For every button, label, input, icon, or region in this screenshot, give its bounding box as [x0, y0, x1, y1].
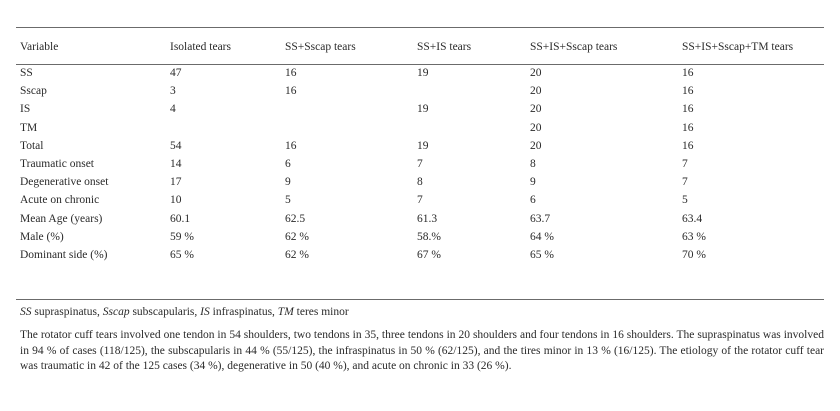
table-cell: 7 [417, 194, 423, 207]
table-cell: 20 [530, 85, 542, 98]
table-cell: 62 % [285, 248, 309, 261]
table-cell: 20 [530, 103, 542, 116]
table-cell: 58.% [417, 230, 441, 243]
table-cell: 62.5 [285, 212, 306, 225]
table-row [20, 210, 822, 228]
abbr-tm-definition: teres minor [293, 306, 349, 318]
table-cell: IS [20, 103, 31, 116]
column-header: SS+IS+Sscap+TM tears [682, 41, 794, 53]
table-row [20, 191, 822, 209]
table-cell: 16 [682, 139, 694, 152]
table-cell: Degenerative onset [20, 176, 109, 189]
table-cell: 20 [530, 139, 542, 152]
table-cell: 63.4 [682, 212, 703, 225]
abbr-tm: TM [277, 306, 294, 318]
table-cell: 17 [170, 176, 182, 189]
table-cell: 62 % [285, 230, 309, 243]
table-row [20, 155, 822, 173]
abbr-sscap-definition: subscapularis, [129, 306, 201, 318]
table-cell: 9 [285, 176, 291, 189]
table-cell: 4 [170, 103, 176, 116]
column-header: SS+Sscap tears [285, 41, 356, 53]
table-cell: 20 [530, 121, 542, 134]
column-header: Isolated tears [170, 41, 231, 53]
column-header: SS+IS tears [417, 41, 472, 53]
table-cell: 16 [285, 139, 297, 152]
table-cell: 19 [417, 67, 429, 80]
table-cell: TM [20, 121, 38, 134]
table-cell: 19 [417, 139, 429, 152]
table-cell: 65 % [170, 248, 194, 261]
table-header-row [20, 37, 822, 57]
table-row [20, 173, 822, 191]
table-cell: 7 [417, 158, 423, 171]
table-cell: 7 [682, 158, 688, 171]
column-header: SS+IS+Sscap tears [530, 41, 618, 53]
table-cell: 64 % [530, 230, 554, 243]
table-row [20, 82, 822, 100]
table-cell: Total [20, 139, 44, 152]
table-cell: 63.7 [530, 212, 551, 225]
table-cell: 6 [530, 194, 536, 207]
table-cell: 16 [285, 67, 297, 80]
table-footnote: The rotator cuff tears involved one tendon in 54 shoulders, two tendons in 35, three tendons in 20 shoulders and four tendons in 16 shoulders. The supraspinatus was involved in 94 % of cases (118/125), the subscapularis in 44 % (55/125), the infraspinatus in 50 % (62/125), and the tires minor in 13 % (16/125). The etiology of the rotator cuff tear was traumatic in 42 of the 125 cases (34 %), degenerative in 50 (40 %), and acute on chronic in 33 (26 %). [20, 329, 824, 372]
table-cell: Dominant side (%) [20, 248, 108, 261]
table-bottom-rule [16, 299, 824, 300]
column-header: Variable [20, 41, 59, 53]
table-cell: 60.1 [170, 212, 191, 225]
table-cell: 16 [285, 85, 297, 98]
abbr-is: IS [200, 306, 210, 318]
table-cell: 65 % [530, 248, 554, 261]
table-cell: 54 [170, 139, 182, 152]
abbr-ss-definition: supraspinatus, [31, 306, 103, 318]
table-cell: Mean Age (years) [20, 212, 103, 225]
table-cell: 5 [285, 194, 291, 207]
table-row [20, 64, 822, 82]
table-cell: 63 % [682, 230, 706, 243]
table-cell: Sscap [20, 85, 47, 98]
table-cell: 16 [682, 67, 694, 80]
table-cell: 5 [682, 194, 688, 207]
table-cell: 9 [530, 176, 536, 189]
table-cell [417, 82, 530, 100]
table-cell: 10 [170, 194, 182, 207]
table-cell: 16 [682, 121, 694, 134]
table-cell [417, 119, 530, 137]
table-cell: 16 [682, 103, 694, 116]
table-cell: 6 [285, 158, 291, 171]
abbr-ss: SS [20, 306, 32, 318]
rotator-cuff-table [20, 37, 822, 264]
table-cell [170, 119, 285, 137]
table-cell [285, 100, 417, 118]
table-cell: 19 [417, 103, 429, 116]
table-cell: 61.3 [417, 212, 438, 225]
abbreviation-legend [20, 305, 820, 320]
table-top-rule [16, 27, 824, 28]
table-cell: 67 % [417, 248, 441, 261]
table-row [20, 119, 822, 137]
table-cell: 20 [530, 67, 542, 80]
table-row [20, 228, 822, 246]
table-cell: 47 [170, 67, 182, 80]
table-cell: 3 [170, 85, 176, 98]
table-cell: 8 [530, 158, 536, 171]
table-cell: SS [20, 67, 33, 80]
table-row [20, 246, 822, 264]
table-cell: Acute on chronic [20, 194, 100, 207]
abbr-sscap: Sscap [102, 306, 130, 318]
table-cell: Male (%) [20, 230, 64, 243]
table-cell [285, 119, 417, 137]
table-cell: 16 [682, 85, 694, 98]
abbr-is-definition: infraspinatus, [209, 306, 278, 318]
table-row [20, 100, 822, 118]
table-cell: 8 [417, 176, 423, 189]
table-cell: 14 [170, 158, 182, 171]
table-cell: 70 % [682, 248, 706, 261]
table-cell: Traumatic onset [20, 158, 94, 171]
table-cell: 7 [682, 176, 688, 189]
table-cell: 59 % [170, 230, 194, 243]
table-row [20, 137, 822, 155]
